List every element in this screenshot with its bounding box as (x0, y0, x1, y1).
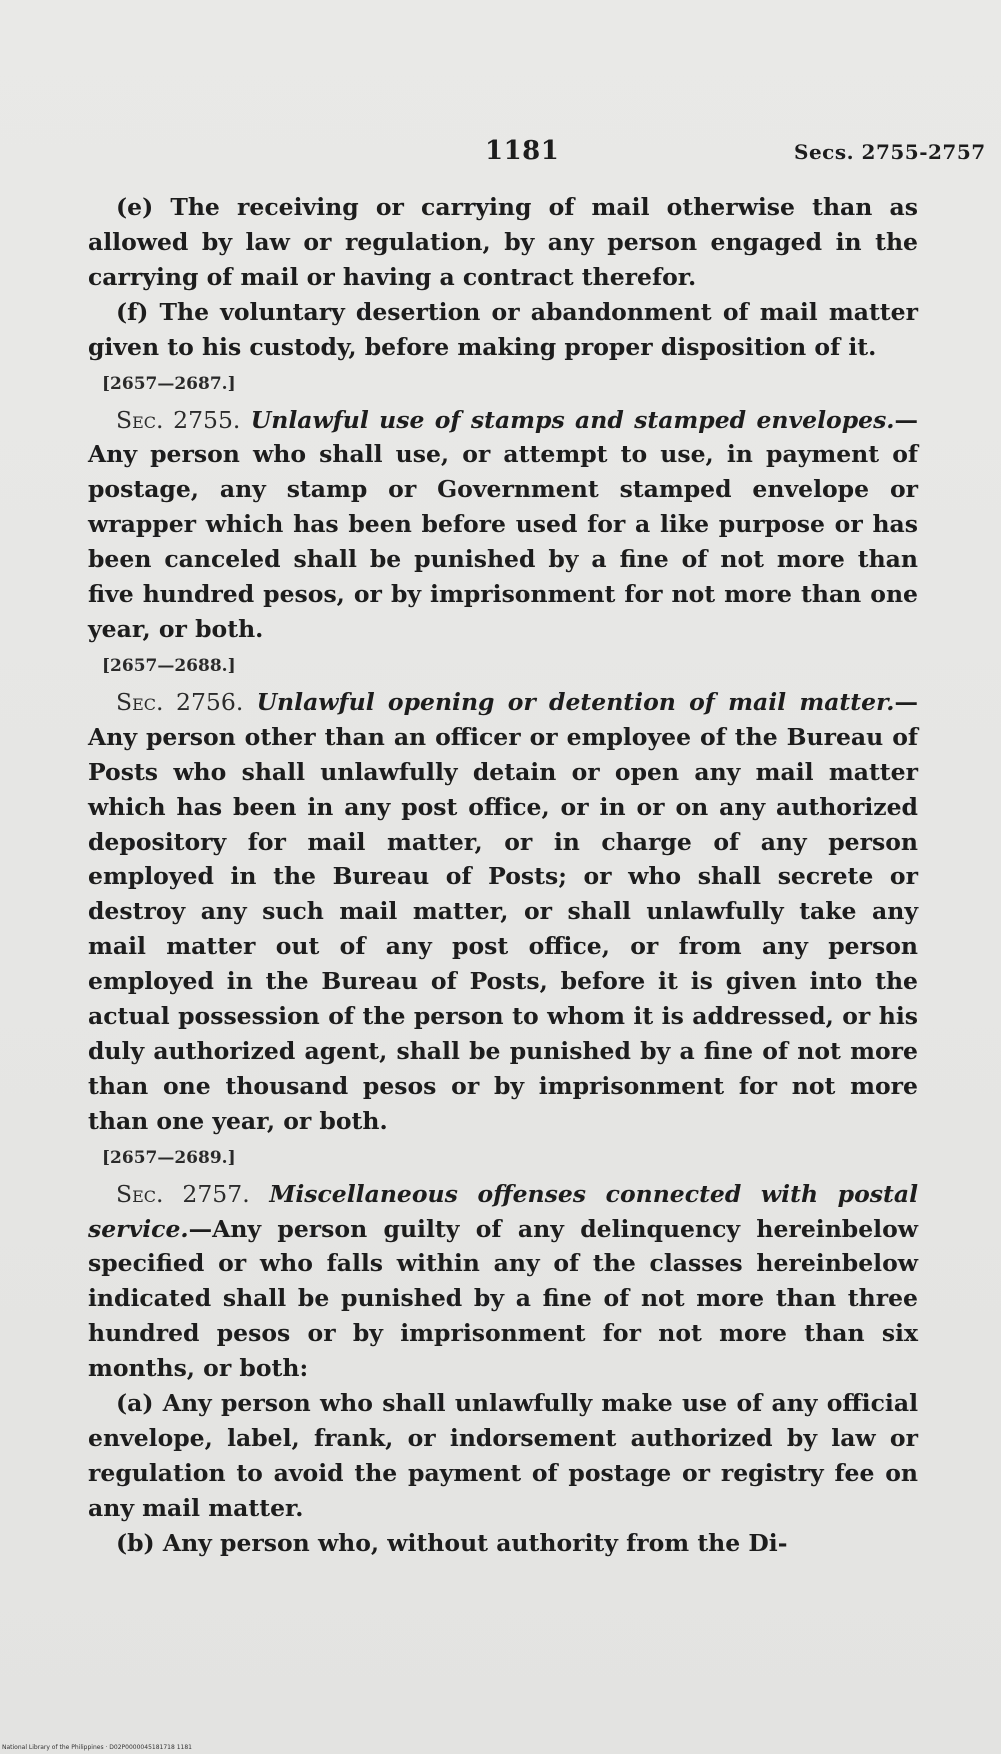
statute-body (88, 190, 918, 1561)
citation: [2657—2689.] (102, 1147, 236, 1168)
section-label: Sec. 2757. (116, 1179, 250, 1208)
section-2755 (88, 403, 918, 647)
section-title: Unlawful opening or detention of mail matter. (256, 687, 895, 716)
section-2757 (88, 1177, 918, 1386)
item-f: (f) The voluntary desertion or abandonment of mail matter given to his custody, before making proper disposition of it. (88, 297, 918, 361)
item-b: (b) Any person who, without authority from the Di- (116, 1528, 788, 1557)
section-2756 (88, 685, 918, 1139)
footer-watermark: National Library of the Philippines · D02P0000045181718 1181 (2, 1744, 192, 1751)
page-header (0, 136, 1001, 176)
section-label: Sec. 2755. (116, 405, 241, 434)
section-text: —Any person other than an officer or employee of the Bureau of Posts who shall unlawfully detain or open any mail matter which has been in any post office, or in or on any authorized depository for mail matter, or in charge of any person employed in the Bureau of Posts; or who shall secrete or destroy any such mail matter, or shall unlawfully take any mail matter out of any post office, or from any person employed in the Bureau of Posts, before it is given into the actual possession of the person to whom it is addressed, or his duly authorized agent, shall be punished by a fine of not more than one thousand pesos or by imprisonment for not more than one year, or both. (88, 687, 918, 1135)
citation: [2657—2687.] (102, 373, 236, 394)
citation: [2657—2688.] (102, 655, 236, 676)
section-title: Unlawful use of stamps and stamped envelopes. (250, 405, 895, 434)
section-label: Sec. 2756. (116, 687, 244, 716)
item-e: (e) The receiving or carrying of mail otherwise than as allowed by law or regulation, by any person engaged in the carrying of mail or having a contract therefor. (88, 193, 918, 291)
page-number: 1181 (485, 136, 560, 166)
section-text: —Any person guilty of any delinquency hereinbelow specified or who falls within any of the classes hereinbelow indicated shall be punished by a fine of not more than three hundred pesos or by imprisonment for not more than six months, or both: (88, 1214, 918, 1383)
section-range: Secs. 2755-2757 (794, 140, 986, 164)
item-a: (a) Any person who shall unlawfully make use of any official envelope, label, frank, or indorsement authorized by law or regulation to avoid the payment of postage or registry fee on any mail matter. (88, 1389, 918, 1522)
section-title: Miscellaneous offenses connected with postal service. (88, 1179, 918, 1243)
section-text: —Any person who shall use, or attempt to use, in payment of postage, any stamp or Government stamped envelope or wrapper which has been before used for a like purpose or has been canceled shall be punished by a fine of not more than five hundred pesos, or by imprisonment for not more than one year, or both. (88, 405, 918, 643)
